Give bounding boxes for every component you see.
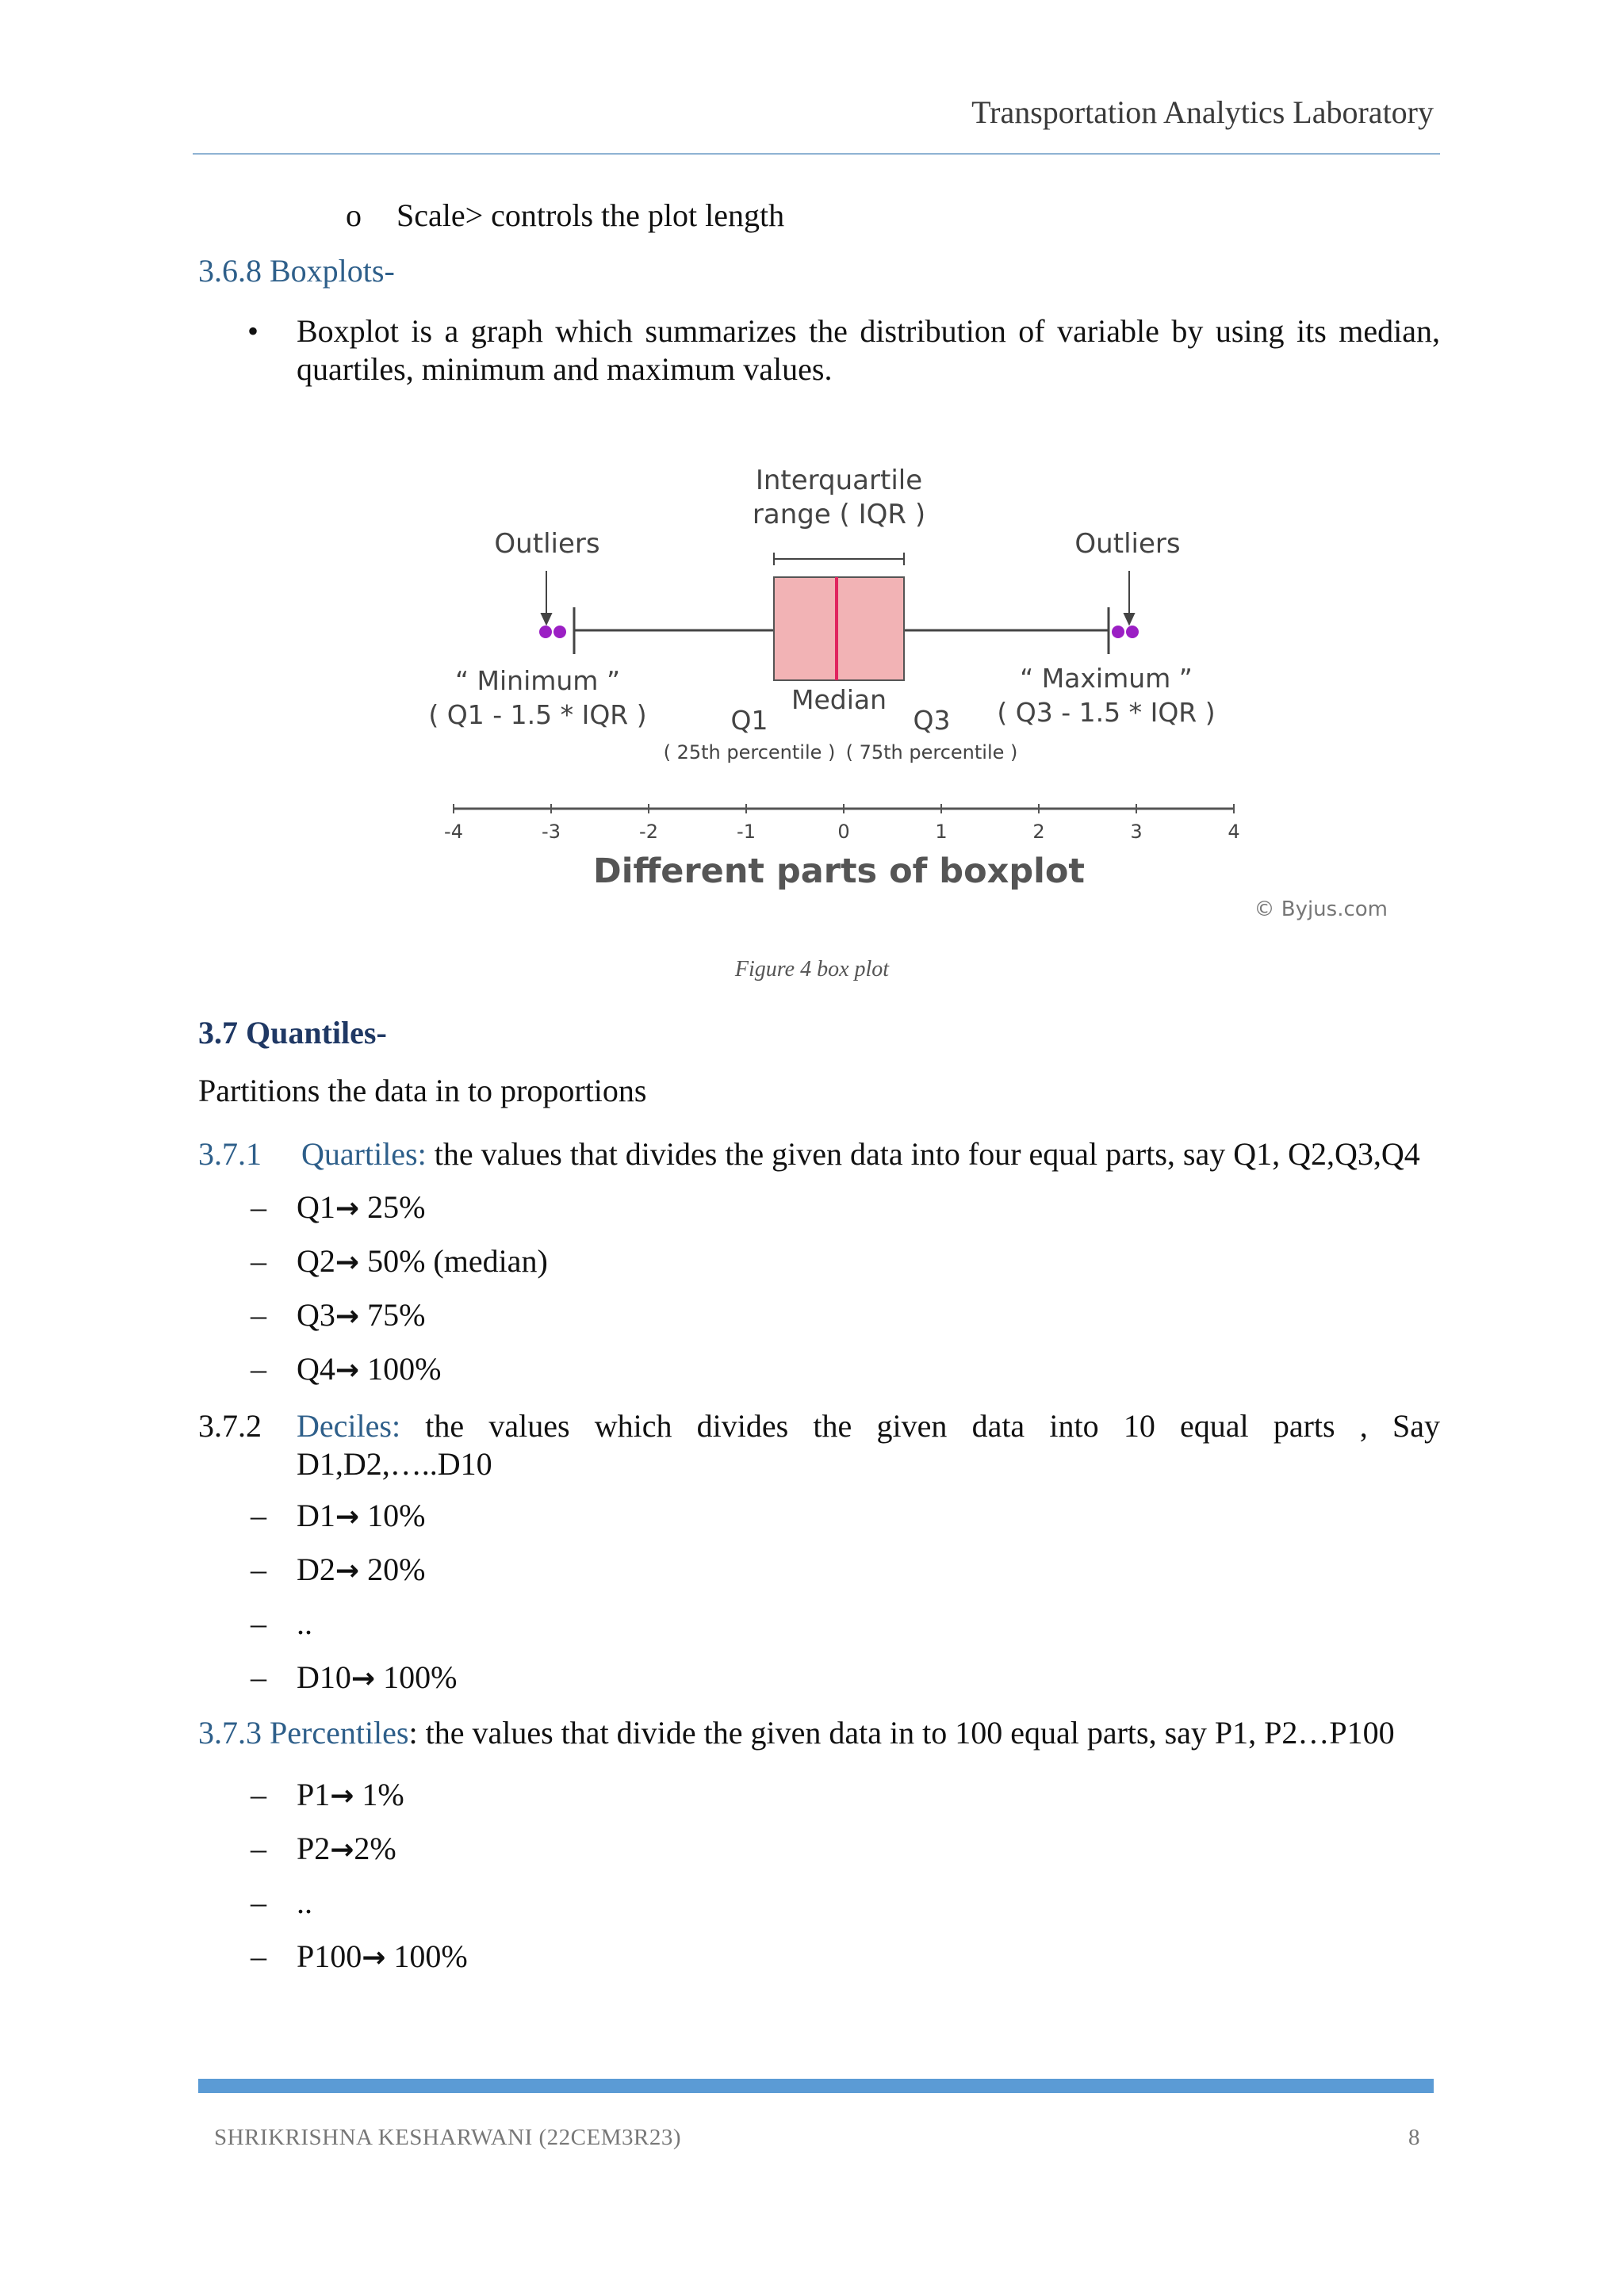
list-item-label: Q2	[297, 1243, 335, 1279]
deciles-term: Deciles:	[297, 1408, 401, 1444]
list-item-value: 100%	[375, 1659, 458, 1695]
figure-title: Different parts of boxplot	[593, 851, 1085, 891]
list-item	[297, 1242, 548, 1282]
deciles-text: the values which divides the given data into 10 equal parts , Say	[425, 1408, 1441, 1444]
list-dash: –	[251, 1297, 266, 1333]
axis-tick-label: 4	[1228, 821, 1240, 843]
list-item-label: ..	[297, 1885, 312, 1920]
list-item-label: D10	[297, 1659, 351, 1695]
axis-tick-label: -2	[639, 821, 658, 843]
list-item-label: Q4	[297, 1351, 335, 1387]
percentiles-heading: 3.7.3 Percentiles	[198, 1715, 409, 1751]
deciles-line2: D1,D2,…..D10	[297, 1446, 492, 1482]
list-dash: –	[251, 1351, 266, 1387]
list-item-value: 100%	[385, 1938, 468, 1974]
percentiles-paragraph	[198, 1714, 1440, 1752]
q1-label: Q1	[730, 705, 768, 736]
boxplot-description-line2: quartiles, minimum and maximum values.	[297, 351, 833, 387]
bullet-dot: •	[247, 313, 259, 349]
axis-tick-label: 1	[935, 821, 948, 843]
list-item	[297, 1497, 425, 1536]
outlier-point	[1126, 626, 1139, 638]
percentiles-text: : the values that divide the given data in to 100 equal parts, say P1, P2…P100	[408, 1715, 1395, 1751]
deciles-number: 3.7.2	[198, 1408, 262, 1444]
arrow-icon: →	[335, 1354, 360, 1387]
list-item-label: P100	[297, 1938, 362, 1974]
list-dash: –	[251, 1605, 266, 1641]
header-divider	[193, 153, 1440, 155]
section-heading-quantiles: 3.7 Quantiles-	[198, 1015, 387, 1050]
list-item	[297, 1659, 457, 1698]
axis-tick-label: -4	[444, 821, 463, 843]
list-item-label: D1	[297, 1498, 335, 1533]
iqr-bracket	[774, 553, 904, 565]
axis-tick-label: 2	[1032, 821, 1045, 843]
page-number: 8	[1408, 2125, 1420, 2150]
list-item-label: D2	[297, 1552, 335, 1587]
section-heading-boxplots: 3.6.8 Boxplots-	[198, 253, 395, 289]
quartiles-paragraph	[198, 1135, 1440, 1173]
list-item	[297, 1830, 396, 1869]
outliers-label-right: Outliers	[1074, 528, 1181, 560]
quartiles-number: 3.7.1	[198, 1136, 262, 1172]
list-item-label: P1	[297, 1777, 331, 1812]
outlier-arrow-right	[1124, 571, 1134, 624]
minimum-label: “ Minimum ”	[454, 665, 621, 696]
arrow-icon: →	[335, 1300, 360, 1333]
list-item-value: 20%	[359, 1552, 426, 1587]
footer-bar	[198, 2079, 1434, 2093]
arrow-icon: →	[335, 1501, 360, 1533]
outlier-point	[553, 626, 566, 638]
arrow-icon: →	[362, 1942, 386, 1974]
list-dash: –	[251, 1777, 266, 1812]
deciles-line1	[297, 1407, 1440, 1445]
list-item-label: P2	[297, 1831, 331, 1866]
list-item	[297, 1884, 312, 1922]
list-dash: –	[251, 1189, 266, 1225]
arrow-icon: →	[330, 1834, 354, 1866]
list-item-value: 2%	[354, 1831, 396, 1866]
list-item-label: Q1	[297, 1189, 335, 1225]
list-item-value: 100%	[359, 1351, 442, 1387]
minimum-formula: ( Q1 - 1.5 * IQR )	[428, 699, 647, 730]
list-dash: –	[251, 1659, 266, 1695]
list-item	[297, 1776, 404, 1816]
axis-tick-label: 3	[1130, 821, 1143, 843]
list-item	[297, 1551, 425, 1590]
arrow-icon: →	[335, 1246, 360, 1279]
arrow-icon: →	[335, 1192, 360, 1225]
q3-sublabel: ( 75th percentile )	[845, 741, 1018, 763]
header-title: Transportation Analytics Laboratory	[971, 94, 1434, 130]
quantiles-description: Partitions the data in to proportions	[198, 1073, 647, 1108]
axis-tick-label: -3	[542, 821, 561, 843]
outliers-label-left: Outliers	[494, 528, 600, 560]
maximum-label: “ Maximum ”	[1020, 663, 1193, 694]
list-item-label: Q3	[297, 1297, 335, 1333]
arrow-icon: →	[335, 1555, 360, 1587]
q3-label: Q3	[913, 705, 951, 736]
iqr-label-line1: Interquartile	[755, 465, 923, 496]
quartiles-term: Quartiles:	[301, 1136, 427, 1172]
quartiles-text: the values that divides the given data into four equal parts, say Q1, Q2,Q3,Q4	[426, 1136, 1420, 1172]
list-item-value: 1%	[354, 1777, 404, 1812]
q1-sublabel: ( 25th percentile )	[663, 741, 836, 763]
list-item	[297, 1938, 468, 1977]
iqr-label-line2: range ( IQR )	[752, 499, 926, 530]
outlier-arrow-left	[542, 571, 551, 624]
list-item-value: 10%	[359, 1498, 426, 1533]
credit-label: © Byjus.com	[1254, 897, 1388, 921]
list-dash: –	[251, 1831, 266, 1866]
boxplot-description-line1: Boxplot is a graph which summarizes the distribution of variable by using its median,	[297, 313, 1440, 349]
scale-bullet: o	[346, 197, 362, 233]
axis-tick-label: 0	[837, 821, 850, 843]
list-dash: –	[251, 1938, 266, 1974]
list-item	[297, 1188, 425, 1228]
list-dash: –	[251, 1885, 266, 1920]
list-item	[297, 1350, 441, 1390]
list-item-value: 75%	[359, 1297, 426, 1333]
list-dash: –	[251, 1243, 266, 1279]
list-item-value: 50% (median)	[359, 1243, 548, 1279]
boxplot-figure	[428, 460, 1411, 936]
figure-caption: Figure 4 box plot	[734, 957, 890, 982]
list-dash: –	[251, 1552, 266, 1587]
median-label: Median	[791, 684, 887, 715]
outlier-point	[1112, 626, 1124, 638]
axis-tick-label: -1	[737, 821, 756, 843]
scale-text: Scale> controls the plot length	[396, 197, 785, 233]
list-dash: –	[251, 1498, 266, 1533]
list-item-value: 25%	[359, 1189, 426, 1225]
list-item	[297, 1296, 425, 1336]
footer-author: SHRIKRISHNA KESHARWANI (22CEM3R23)	[214, 2125, 681, 2150]
outlier-point	[539, 626, 552, 638]
list-item-label: ..	[297, 1605, 312, 1641]
arrow-icon: →	[330, 1780, 354, 1812]
list-item	[297, 1605, 312, 1643]
iqr-box	[774, 577, 904, 680]
arrow-icon: →	[350, 1663, 376, 1695]
maximum-formula: ( Q3 - 1.5 * IQR )	[997, 697, 1216, 728]
